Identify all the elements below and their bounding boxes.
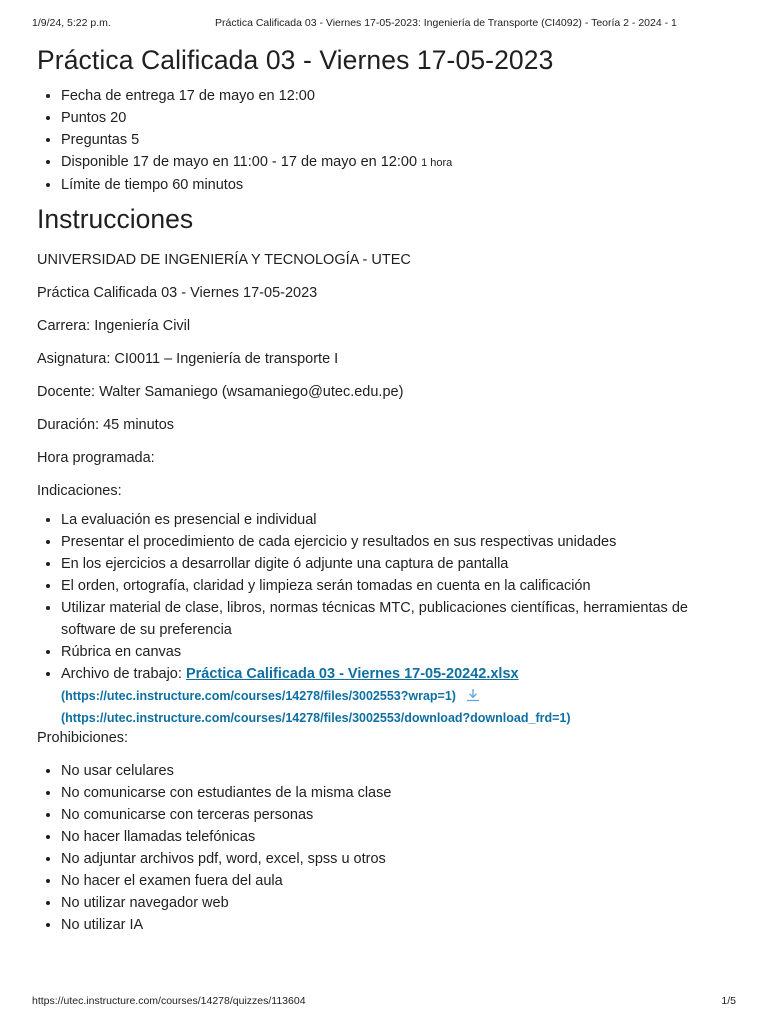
print-datetime: 1/9/24, 5:22 p.m. (32, 17, 111, 29)
wrap-url-row (61, 685, 737, 707)
archivo-item (61, 663, 737, 729)
list-item: • No comunicarse con estudiantes de la misma clase (61, 782, 737, 804)
list-item: • No utilizar navegador web (61, 892, 737, 914)
print-page-title: Práctica Calificada 03 - Viernes 17-05-2023: Ingeniería de Transporte (CI4092) - Teoría 2 - 2024 - 1 (215, 17, 677, 29)
print-url: https://utec.instructure.com/courses/14278/quizzes/113604 (32, 995, 306, 1007)
teacher-line: Docente: Walter Samaniego (wsamaniego@utec.edu.pe) (37, 384, 404, 400)
list-item: • No comunicarse con terceras personas (61, 804, 737, 826)
wrap-url-link[interactable]: (https://utec.instructure.com/courses/14278/files/3002553?wrap=1) (61, 689, 456, 703)
detail-duration-note: 1 hora (421, 157, 453, 169)
page-number: 1/5 (721, 995, 736, 1007)
list-item: • Utilizar material de clase, libros, normas técnicas MTC, publicaciones científicas, herramientas de software de su preferencia (61, 597, 737, 641)
list-item: • Presentar el procedimiento de cada ejercicio y resultados en sus respectivas unidades (61, 531, 737, 553)
list-item: • El orden, ortografía, claridad y limpieza serán tomadas en cuenta en la calificación (61, 575, 737, 597)
download-arrow-icon[interactable] (465, 687, 481, 701)
detail-label: Fecha de entrega 17 de mayo en 12:00 (61, 88, 315, 104)
archivo-label: Archivo de trabajo: (61, 666, 182, 682)
indicaciones-label: Indicaciones: (37, 483, 122, 499)
prohibiciones-list (37, 760, 737, 936)
quiz-content (37, 42, 737, 936)
instructions-body (37, 251, 737, 500)
detail-label: Preguntas 5 (61, 132, 140, 148)
detail-label: Límite de tiempo 60 minutos (61, 177, 244, 193)
list-item: • No adjuntar archivos pdf, word, excel, spss u otros (61, 848, 737, 870)
list-item: • La evaluación es presencial e individual (61, 509, 737, 531)
detail-label: Disponible 17 de mayo en 11:00 - 17 de mayo en 12:00 (61, 154, 418, 170)
list-item: • No hacer el examen fuera del aula (61, 870, 737, 892)
file-link[interactable]: Práctica Calificada 03 - Viernes 17-05-20242.xlsx (185, 666, 519, 682)
download-url-link[interactable]: (https://utec.instructure.com/courses/14278/files/3002553/download?download_frd=1) (61, 711, 571, 725)
exam-line: Práctica Calificada 03 - Viernes 17-05-2023 (37, 285, 318, 301)
instructions-heading: Instrucciones (37, 204, 194, 234)
detail-due-date (61, 85, 737, 107)
detail-label: Puntos 20 (61, 110, 127, 126)
schedule-line: Hora programada: (37, 450, 155, 466)
duration-line: Duración: 45 minutos (37, 417, 175, 433)
list-item: • En los ejercicios a desarrollar digite ó adjunte una captura de pantalla (61, 553, 737, 575)
detail-points (61, 107, 737, 129)
print-header (32, 17, 736, 31)
quiz-title: Práctica Calificada 03 - Viernes 17-05-2023 (37, 45, 554, 75)
detail-time-limit (61, 174, 737, 196)
print-footer (32, 995, 736, 1009)
university-line: UNIVERSIDAD DE INGENIERÍA Y TECNOLOGÍA - UTEC (37, 252, 411, 268)
list-item: • No usar celulares (61, 760, 737, 782)
career-line: Carrera: Ingeniería Civil (37, 318, 191, 334)
list-item: • Rúbrica en canvas (61, 641, 737, 663)
indicaciones-list (37, 509, 737, 729)
prohibiciones-label: Prohibiciones: (37, 730, 129, 746)
list-item: • No hacer llamadas telefónicas (61, 826, 737, 848)
detail-questions (61, 129, 737, 151)
detail-available (61, 151, 737, 174)
course-line: Asignatura: CI0011 – Ingeniería de transporte I (37, 351, 339, 367)
quiz-details-list (37, 85, 737, 196)
list-item: • No utilizar IA (61, 914, 737, 936)
